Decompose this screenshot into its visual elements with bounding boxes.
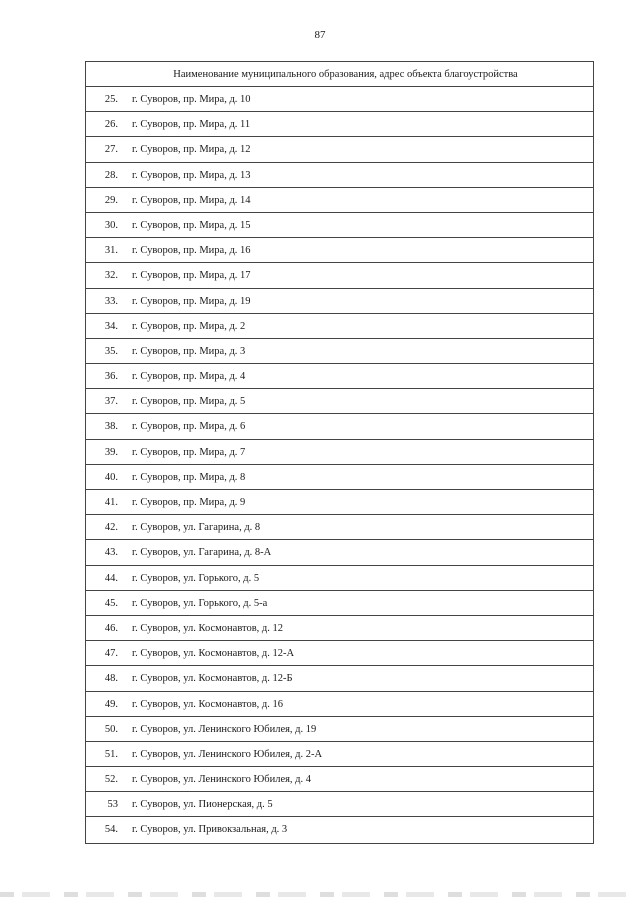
row-number: 49. <box>104 698 118 710</box>
table-row <box>86 767 593 792</box>
row-number: 29. <box>104 194 118 206</box>
table-row <box>86 792 593 817</box>
row-address: г. Суворов, пр. Мира, д. 6 <box>132 421 246 433</box>
table-row <box>86 137 593 162</box>
row-address: г. Суворов, пр. Мира, д. 9 <box>132 497 246 508</box>
row-number: 51. <box>104 748 118 760</box>
row-address: г. Суворов, ул. Ленинского Юбилея, д. 19 <box>132 723 317 735</box>
row-address: г. Суворов, пр. Мира, д. 2 <box>132 320 246 332</box>
row-number: 46. <box>104 622 118 634</box>
row-address: г. Суворов, ул. Горького, д. 5 <box>132 572 260 584</box>
table-row <box>86 515 593 540</box>
table-row <box>86 566 593 591</box>
row-number: 50. <box>104 723 118 735</box>
row-address: г. Суворов, пр. Мира, д. 17 <box>132 270 251 282</box>
row-address: г. Суворов, пр. Мира, д. 8 <box>132 471 246 483</box>
table-row <box>86 339 593 364</box>
row-address: г. Суворов, пр. Мира, д. 10 <box>132 94 251 105</box>
address-table <box>85 61 594 844</box>
table-row <box>86 263 593 288</box>
table-row <box>86 616 593 641</box>
row-address: г. Суворов, пр. Мира, д. 7 <box>132 446 246 458</box>
row-address: г. Суворов, пр. Мира, д. 15 <box>132 219 251 231</box>
table-row <box>86 87 593 112</box>
row-number: 38. <box>104 421 118 433</box>
row-address: г. Суворов, ул. Космонавтов, д. 12-А <box>132 648 295 660</box>
table-row <box>86 692 593 717</box>
row-number: 32. <box>104 270 118 282</box>
row-address: г. Суворов, ул. Ленинского Юбилея, д. 4 <box>132 774 312 786</box>
table-row <box>86 112 593 137</box>
row-number: 31. <box>104 245 118 257</box>
table-row <box>86 641 593 666</box>
row-number: 26. <box>104 119 118 131</box>
row-address: г. Суворов, пр. Мира, д. 5 <box>132 396 246 408</box>
row-number: 34. <box>104 320 118 332</box>
scan-artifact <box>0 892 640 897</box>
row-number: 45. <box>104 597 118 609</box>
row-address: г. Суворов, пр. Мира, д. 16 <box>132 245 251 257</box>
table-row <box>86 364 593 389</box>
row-number: 48. <box>104 673 118 685</box>
table-row <box>86 666 593 691</box>
table-row <box>86 389 593 414</box>
table-row <box>86 440 593 465</box>
row-number: 47. <box>104 648 118 660</box>
row-address: г. Суворов, пр. Мира, д. 3 <box>132 345 246 357</box>
row-number: 54. <box>104 824 118 836</box>
row-address: г. Суворов, пр. Мира, д. 13 <box>132 169 251 181</box>
row-address: г. Суворов, ул. Космонавтов, д. 12-Б <box>132 673 293 685</box>
row-number: 40. <box>104 471 118 483</box>
row-number: 52. <box>104 774 118 786</box>
row-number: 37. <box>104 396 118 408</box>
table-row <box>86 289 593 314</box>
table-row <box>86 238 593 263</box>
row-address: г. Суворов, пр. Мира, д. 12 <box>132 144 251 156</box>
row-number: 33. <box>104 295 118 307</box>
table-row <box>86 591 593 616</box>
table-row <box>86 717 593 742</box>
row-number: 25. <box>104 94 118 105</box>
row-number: 39. <box>104 446 118 458</box>
row-address: г. Суворов, ул. Пионерская, д. 5 <box>132 799 273 811</box>
table-row <box>86 540 593 565</box>
row-address: г. Суворов, ул. Гагарина, д. 8-А <box>132 547 272 559</box>
row-number: 27. <box>104 144 118 156</box>
row-address: г. Суворов, пр. Мира, д. 14 <box>132 194 251 206</box>
row-number: 53 <box>107 799 118 811</box>
row-address: г. Суворов, ул. Горького, д. 5-а <box>132 597 268 609</box>
page-number: 87 <box>314 29 326 41</box>
row-number: 41. <box>104 497 118 508</box>
row-address: г. Суворов, пр. Мира, д. 11 <box>132 119 251 131</box>
row-address: г. Суворов, ул. Космонавтов, д. 12 <box>132 622 284 634</box>
table-row <box>86 163 593 188</box>
table-row <box>86 213 593 238</box>
row-number: 42. <box>104 522 118 534</box>
row-address: г. Суворов, ул. Ленинского Юбилея, д. 2-А <box>132 748 323 760</box>
table-body <box>86 87 593 843</box>
table-header: Наименование муниципального образования, адрес объекта благоустройства <box>86 62 593 87</box>
row-number: 44. <box>104 572 118 584</box>
row-number: 35. <box>104 345 118 357</box>
row-address: г. Суворов, ул. Гагарина, д. 8 <box>132 522 261 534</box>
row-number: 43. <box>104 547 118 559</box>
row-address: г. Суворов, пр. Мира, д. 4 <box>132 371 246 383</box>
row-address: г. Суворов, ул. Привокзальная, д. 3 <box>132 824 288 836</box>
table-row <box>86 742 593 767</box>
row-number: 28. <box>104 169 118 181</box>
table-row <box>86 414 593 439</box>
row-address: г. Суворов, ул. Космонавтов, д. 16 <box>132 698 284 710</box>
table-row <box>86 188 593 213</box>
table-row <box>86 817 593 842</box>
row-address: г. Суворов, пр. Мира, д. 19 <box>132 295 251 307</box>
row-number: 36. <box>104 371 118 383</box>
row-number: 30. <box>104 219 118 231</box>
table-row <box>86 465 593 490</box>
table-row <box>86 490 593 515</box>
table-row <box>86 314 593 339</box>
